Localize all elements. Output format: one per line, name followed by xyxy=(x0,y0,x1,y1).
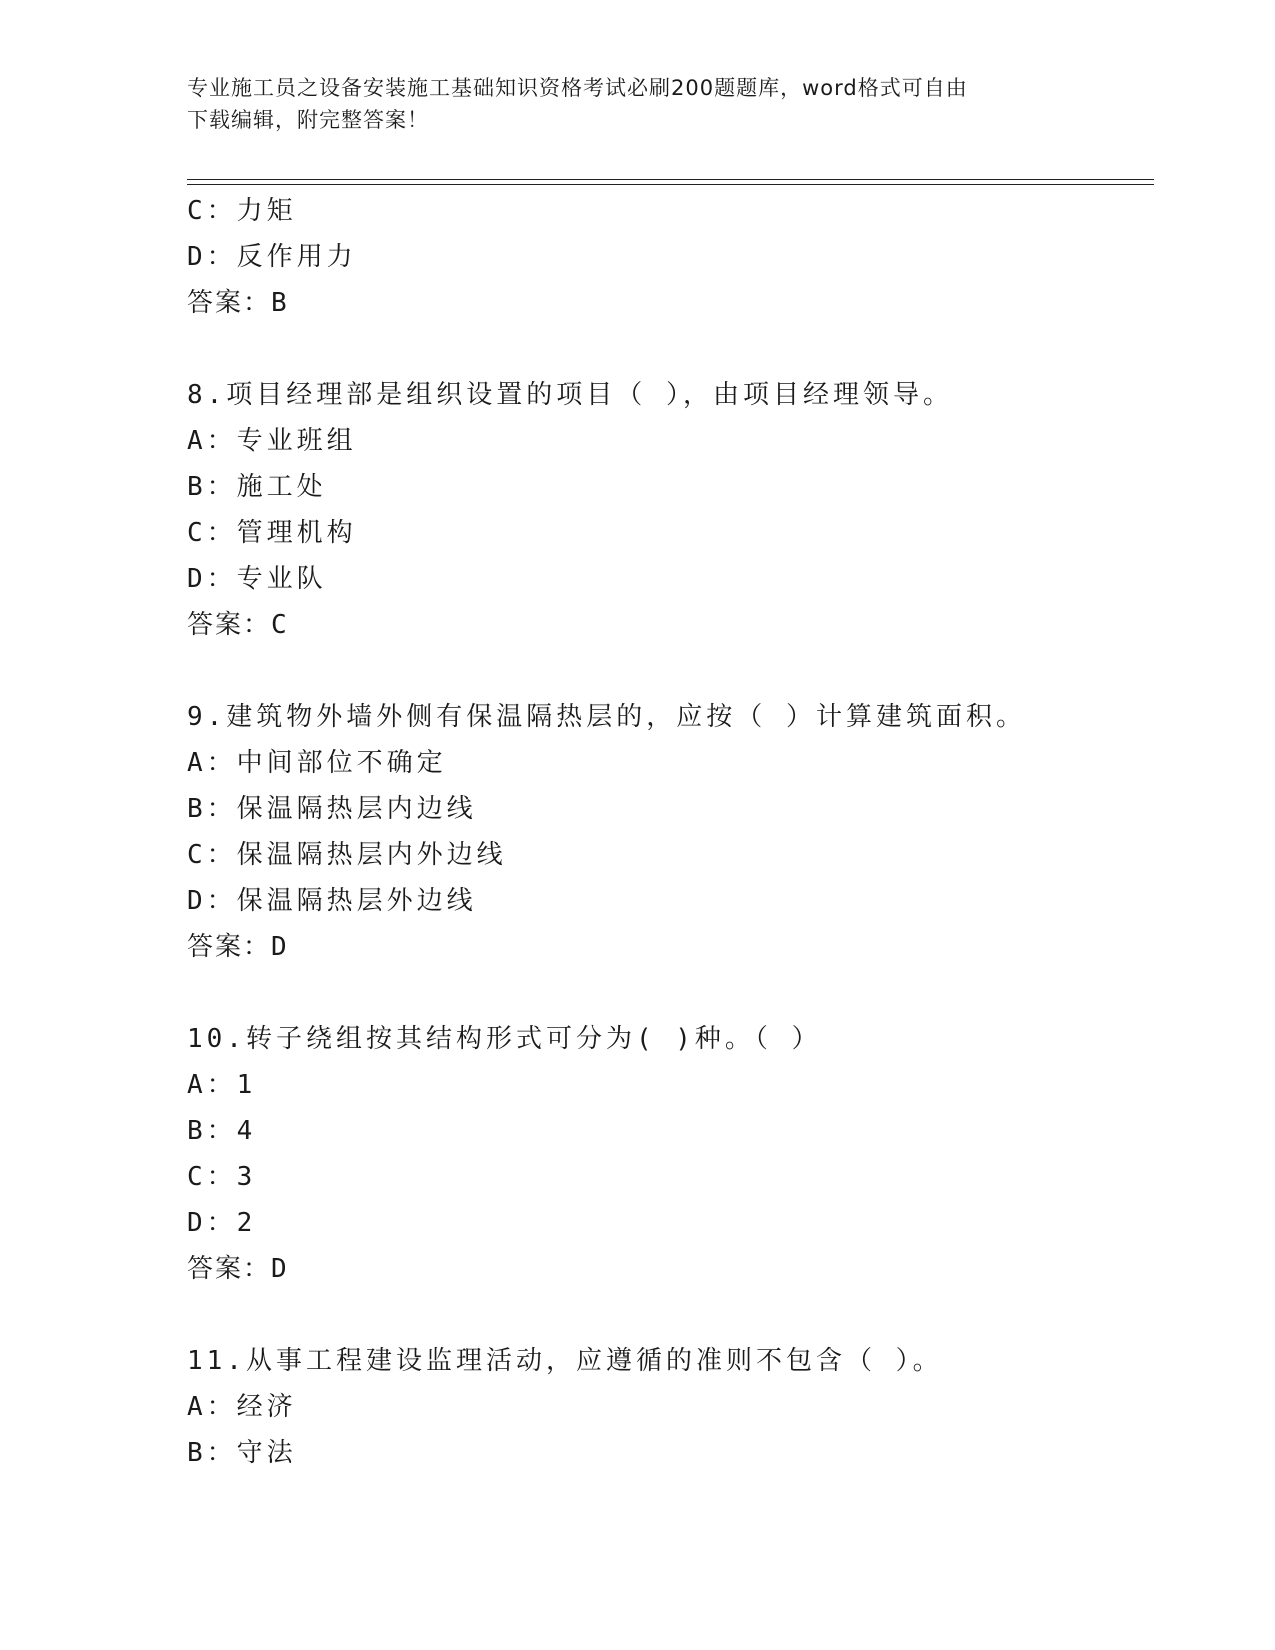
header-rule-top xyxy=(187,179,1154,180)
option-a: A：经济 xyxy=(187,1392,297,1422)
question-list xyxy=(187,188,1147,1476)
option-c: C：保温隔热层内外边线 xyxy=(187,840,507,870)
option-a: A：中间部位不确定 xyxy=(187,748,447,778)
option-b: B：4 xyxy=(187,1116,257,1146)
option-d: D：反作用力 xyxy=(187,242,357,272)
option-c: C：管理机构 xyxy=(187,518,357,548)
spacer xyxy=(187,648,1147,694)
option-b: B：保温隔热层内边线 xyxy=(187,794,477,824)
question-stem: 11.从事工程建设监理活动，应遵循的准则不包含（ ）。 xyxy=(187,1346,943,1376)
option-a: A：1 xyxy=(187,1070,257,1100)
answer-line: 答案：B xyxy=(187,288,289,318)
option-b: B：守法 xyxy=(187,1438,297,1468)
header-line-1: 专业施工员之设备安装施工基础知识资格考试必刷200题题库，word格式可自由 xyxy=(187,76,968,100)
option-a: A：专业班组 xyxy=(187,426,357,456)
answer-line: 答案：C xyxy=(187,610,289,640)
header-rule-bottom xyxy=(187,184,1154,185)
spacer xyxy=(187,1292,1147,1338)
option-b: B：施工处 xyxy=(187,472,327,502)
option-c: C：3 xyxy=(187,1162,257,1192)
question-stem: 9.建筑物外墙外侧有保温隔热层的，应按（ ）计算建筑面积。 xyxy=(187,702,1026,732)
answer-line: 答案：D xyxy=(187,932,289,962)
option-d: D：保温隔热层外边线 xyxy=(187,886,477,916)
answer-line: 答案：D xyxy=(187,1254,289,1284)
header-line-2: 下载编辑，附完整答案！ xyxy=(187,108,429,132)
option-d: D：2 xyxy=(187,1208,257,1238)
spacer xyxy=(187,970,1147,1016)
option-d: D：专业队 xyxy=(187,564,327,594)
question-stem: 10.转子绕组按其结构形式可分为( )种。（ ） xyxy=(187,1024,822,1054)
question-stem: 8.项目经理部是组织设置的项目（ ），由项目经理领导。 xyxy=(187,380,953,410)
option-c: C：力矩 xyxy=(187,196,297,226)
spacer xyxy=(187,326,1147,372)
document-header xyxy=(187,72,1067,136)
